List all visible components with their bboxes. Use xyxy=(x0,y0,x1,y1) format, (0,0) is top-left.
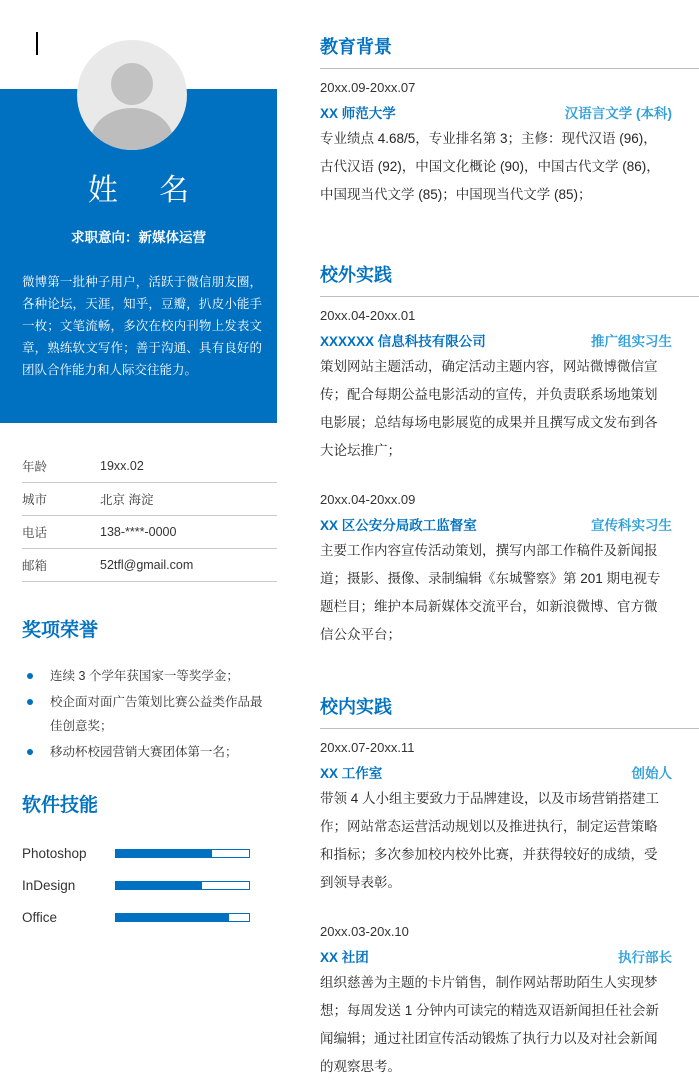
info-value: 北京 海淀 xyxy=(100,493,154,507)
bullet-icon xyxy=(27,699,33,705)
person-icon xyxy=(77,40,187,150)
main-column xyxy=(320,0,699,1081)
self-summary: 微博第一批种子用户，活跃于微信朋友圈，各种论坛，天涯，知乎，豆瓣，扒皮小能手一枚；文笔流畅，多次在校内刊物上发表文章，熟练软文写作；善于沟通、具有良好的团队合作能力和人际交往能力。 xyxy=(22,275,262,377)
entry-period: 20xx.04-20xx.09 xyxy=(320,492,416,507)
contact-info xyxy=(22,450,277,582)
section-title: 教育背景 xyxy=(320,37,392,57)
bullet-icon xyxy=(27,749,33,755)
award-text: 校企面对面广告策划比赛公益类作品最佳创意奖； xyxy=(50,695,263,733)
skill-progress-bar xyxy=(115,913,250,922)
job-intent: 求职意向：新媒体运营 xyxy=(71,230,206,245)
skill-row xyxy=(22,901,262,933)
info-value: 52tfl@gmail.com xyxy=(100,558,194,572)
entry-org: XX 师范大学 xyxy=(320,106,396,121)
entry-detail: 策划网站主题活动，确定活动主题内容，网站微博微信宣传；配合每期公益电影活动的宣传，并负责联系场地策划电影展；总结每场电影展览的成果并且撰写成文发布到各大论坛推广； xyxy=(320,359,658,458)
entry-period: 20xx.03-20x.10 xyxy=(320,924,409,939)
info-value: 138-****-0000 xyxy=(100,525,177,539)
entry-org: XX 区公安分局政工监督室 xyxy=(320,518,477,533)
info-row-age xyxy=(22,450,277,483)
resume-entry xyxy=(320,308,699,465)
skill-progress-bar xyxy=(115,849,250,858)
skill-row xyxy=(22,869,262,901)
entry-org: XX 工作室 xyxy=(320,766,383,781)
resume-entry xyxy=(320,924,699,1081)
entry-role: 汉语言文学 (本科) xyxy=(564,106,672,121)
sidebar xyxy=(0,0,277,983)
skill-progress-fill xyxy=(116,882,202,889)
award-text: 连续 3 个学年获国家一等奖学金； xyxy=(50,669,239,683)
entry-role: 执行部长 xyxy=(618,950,672,965)
list-item xyxy=(22,690,274,738)
bullet-icon xyxy=(27,673,33,679)
entry-period: 20xx.04-20xx.01 xyxy=(320,308,416,323)
entry-org-row xyxy=(320,102,672,122)
entry-role: 推广组实习生 xyxy=(591,334,672,349)
entry-org-row xyxy=(320,330,672,350)
skill-name: Photoshop xyxy=(22,845,87,861)
list-item xyxy=(22,664,274,688)
info-row-city xyxy=(22,483,277,516)
section-education xyxy=(320,33,699,209)
section-off-campus xyxy=(320,261,699,649)
entry-role: 创始人 xyxy=(631,766,672,781)
entry-detail: 组织慈善为主题的卡片销售，制作网站帮助陌生人实现梦想；每周发送 1 分钟内可读完的精选双语新闻担任社会新闻编辑；通过社团宣传活动锻炼了执行力以及对社会新闻的观察思考。 xyxy=(320,975,660,1074)
candidate-name: 姓 名 xyxy=(87,174,206,207)
entry-org: XXXXXX 信息科技有限公司 xyxy=(320,334,486,349)
skill-row xyxy=(22,837,262,869)
resume-entry xyxy=(320,492,699,649)
entry-org-row xyxy=(320,762,672,782)
resume-entry xyxy=(320,740,699,897)
awards-list xyxy=(22,664,274,764)
skills-section xyxy=(22,790,262,933)
section-divider xyxy=(320,68,699,69)
info-row-email xyxy=(22,549,277,582)
awards-section xyxy=(22,615,274,766)
entry-period: 20xx.09-20xx.07 xyxy=(320,80,416,95)
entry-org-row xyxy=(320,514,672,534)
entry-detail: 主要工作内容宣传活动策划，撰写内部工作稿件及新闻报道；摄影、摄像、录制编辑《东城警察》第 201 期电视专题栏目；维护本局新媒体交流平台，如新浪微博、官方微信公众平台； xyxy=(320,543,661,642)
section-title: 校外实践 xyxy=(320,265,392,285)
skill-progress-bar xyxy=(115,881,250,890)
avatar xyxy=(77,40,187,150)
skill-name: Office xyxy=(22,909,58,925)
info-label: 年龄 xyxy=(22,460,48,474)
info-label: 城市 xyxy=(22,493,48,507)
entry-org: XX 社团 xyxy=(320,950,369,965)
info-value: 19xx.02 xyxy=(100,459,144,473)
section-on-campus xyxy=(320,693,699,1081)
list-item xyxy=(22,740,274,764)
entry-org-row xyxy=(320,946,672,966)
skills-title: 软件技能 xyxy=(22,795,99,816)
skill-name: InDesign xyxy=(22,877,76,893)
award-text: 移动杯校园营销大赛团体第一名； xyxy=(50,745,238,759)
skill-progress-fill xyxy=(116,850,212,857)
info-label: 邮箱 xyxy=(22,559,48,573)
entry-role: 宣传科实习生 xyxy=(591,518,672,533)
info-label: 电话 xyxy=(22,526,48,540)
section-title: 校内实践 xyxy=(320,697,392,717)
entry-detail: 专业绩点 4.68/5，专业排名第 3；主修：现代汉语 (96)，古代汉语 (92)，中国文化概论 (90)，中国古代文学 (86)，中国现当代文学 (85)；中国现当代文学 (85)； xyxy=(320,131,660,202)
awards-title: 奖项荣誉 xyxy=(22,620,99,641)
resume-entry xyxy=(320,80,699,209)
info-row-phone xyxy=(22,516,277,549)
section-divider xyxy=(320,728,699,729)
skills-list xyxy=(22,837,262,933)
entry-detail: 带领 4 人小组主要致力于品牌建设，以及市场营销搭建工作；网站常态运营活动规划以及推进执行，制定运营策略和指标；多次参加校内校外比赛，并获得较好的成绩，受到领导表彰。 xyxy=(320,791,660,890)
entry-period: 20xx.07-20xx.11 xyxy=(320,740,415,755)
skill-progress-fill xyxy=(116,914,229,921)
section-divider xyxy=(320,296,699,297)
